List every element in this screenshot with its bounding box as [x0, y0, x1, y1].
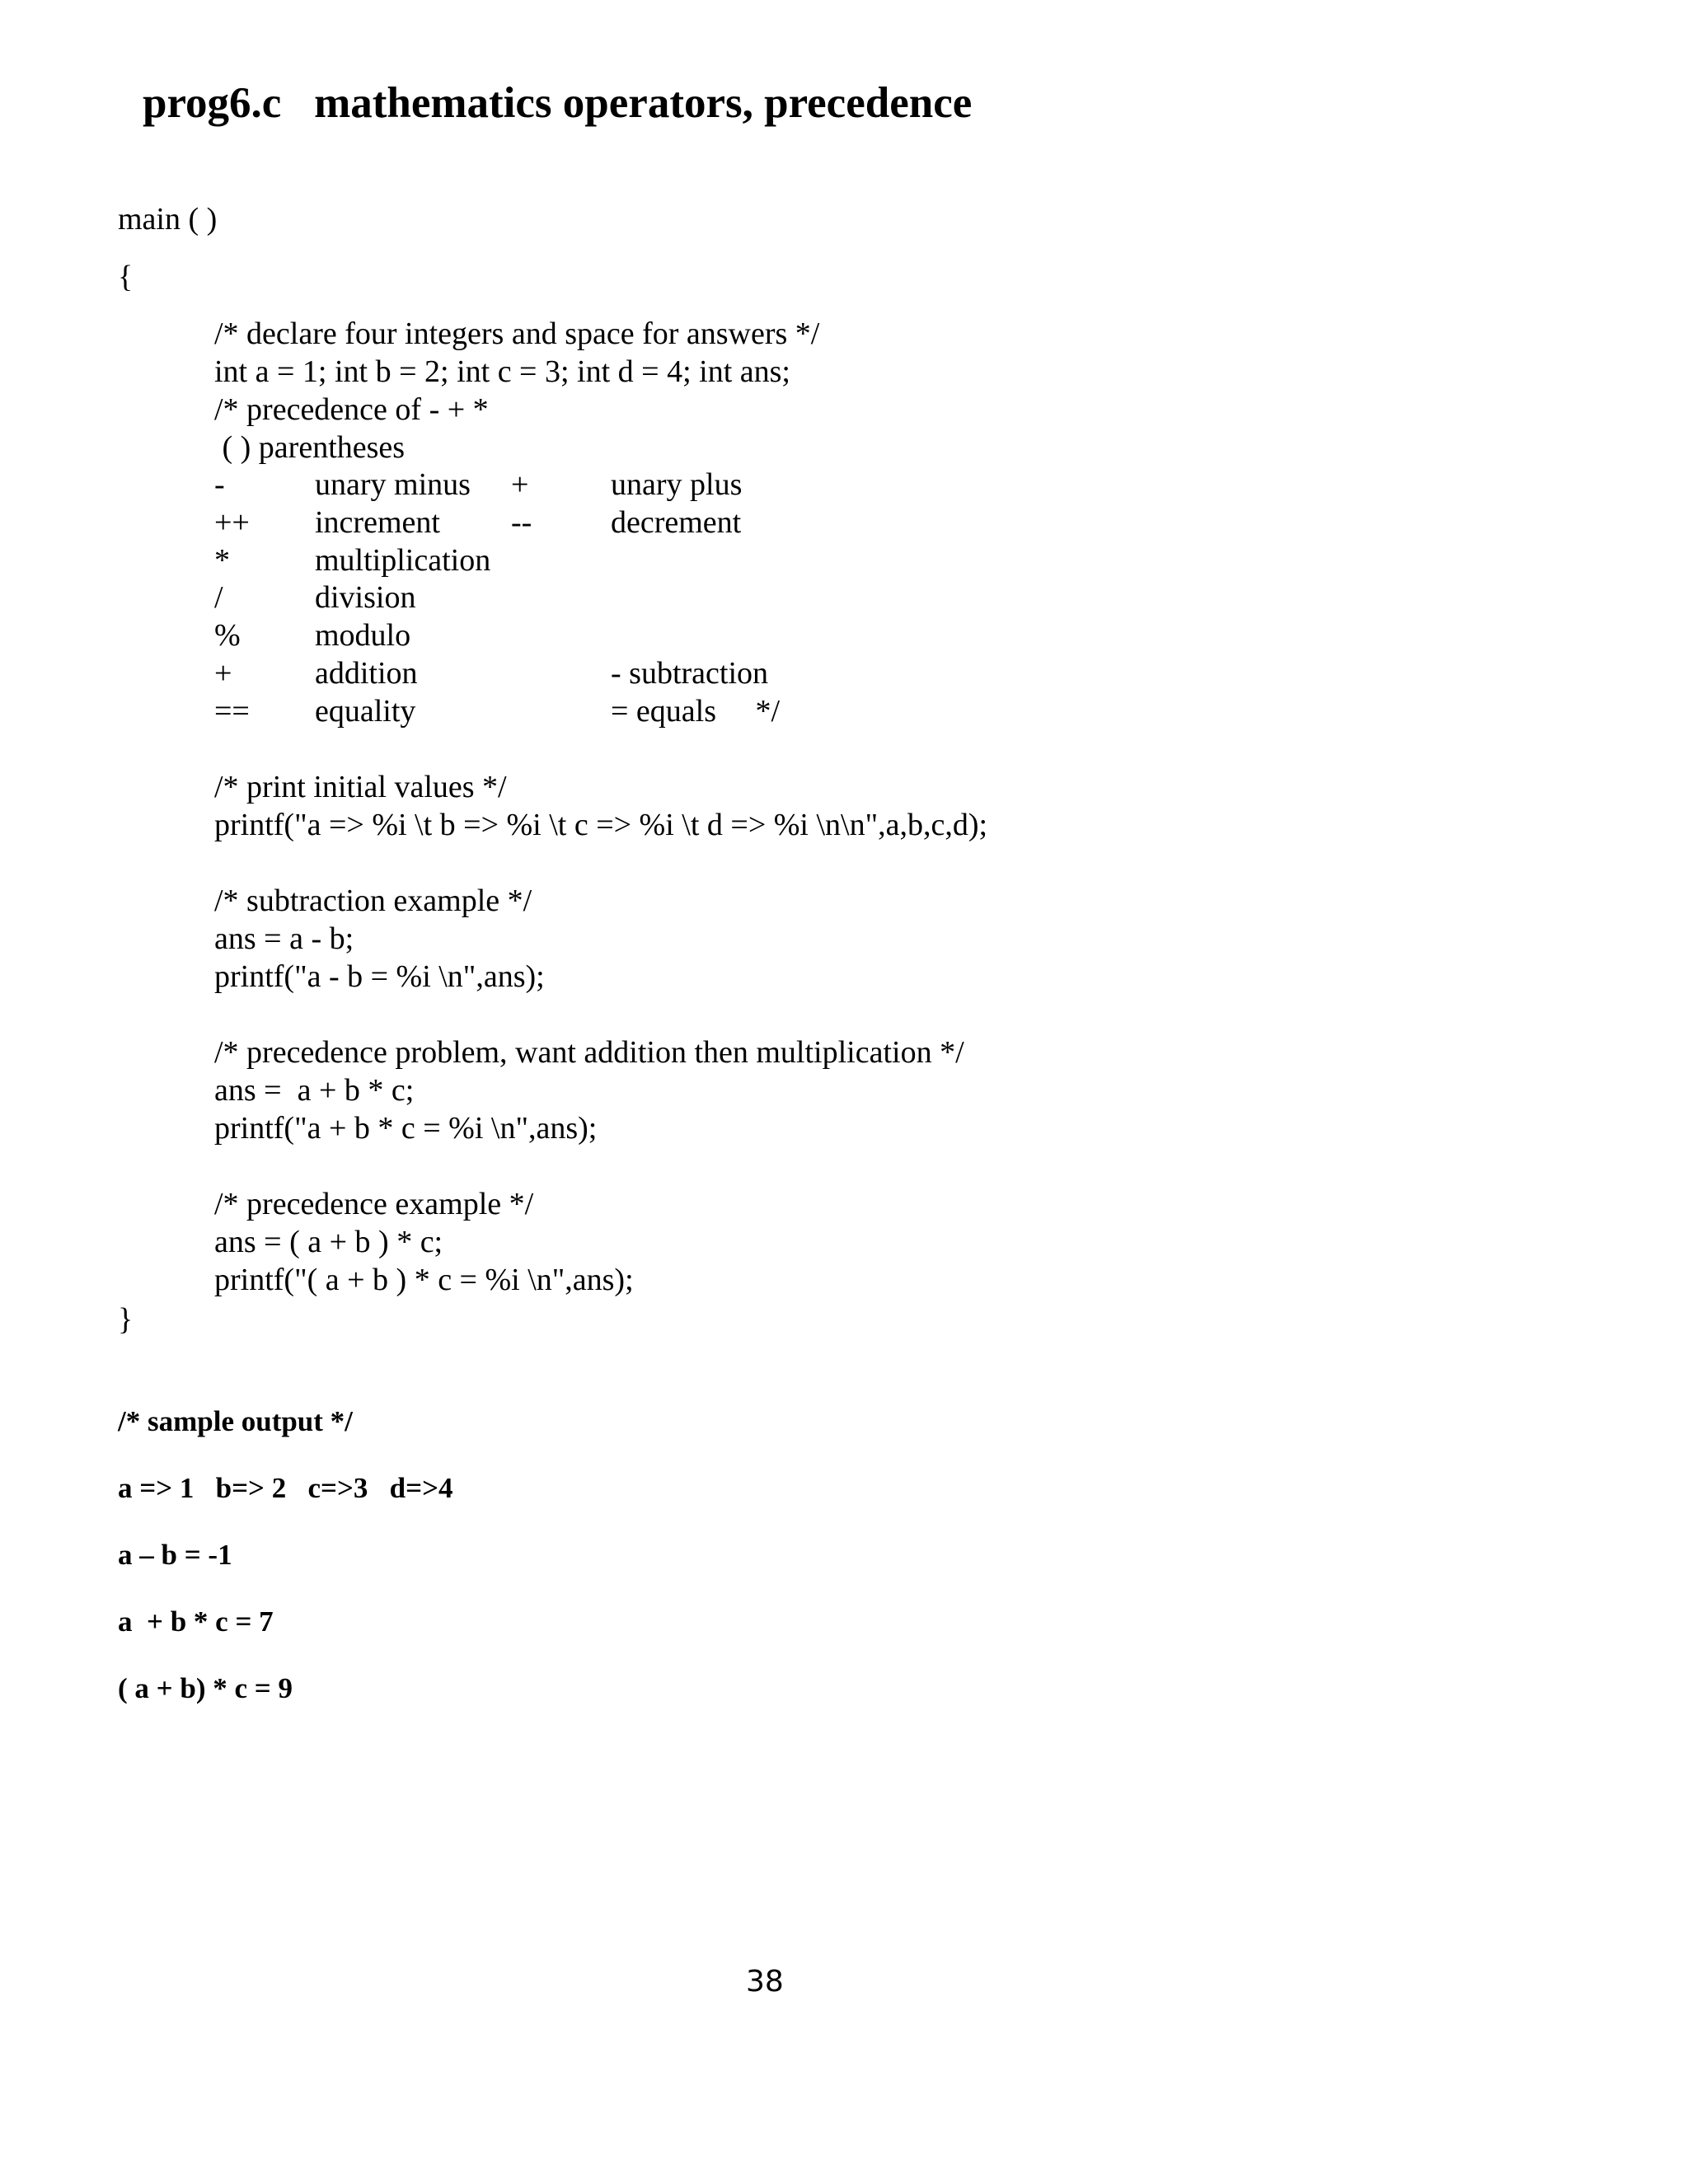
code-printf-precedence-example: printf("( a + b ) * c = %i \n",ans); [214, 1263, 634, 1297]
sample-output-line: ( a + b) * c = 9 [118, 1672, 293, 1704]
code-precedence-problem: ans = a + b * c; [214, 1073, 415, 1108]
sample-output-line: a => 1 b=> 2 c=>3 d=>4 [118, 1472, 453, 1504]
operator-name: division [315, 580, 416, 616]
code-comment-declare: /* declare four integers and space for answers */ [214, 316, 820, 351]
operator-symbol: % [214, 618, 241, 654]
operator-name-2: decrement [611, 504, 742, 540]
operator-symbol-2: -- [511, 504, 532, 540]
code-comment-parentheses: ( ) parentheses [214, 430, 406, 465]
code-comment-precedence-problem: /* precedence problem, want addition then multiplication */ [214, 1035, 964, 1070]
operator-name: modulo [315, 618, 411, 654]
sample-output-header: /* sample output */ [118, 1405, 353, 1437]
code-comment-print: /* print initial values */ [214, 770, 507, 804]
operator-name-2: = equals */ [611, 693, 781, 729]
operator-symbol: + [214, 655, 232, 691]
operator-name: equality [315, 693, 416, 729]
operator-name: addition [315, 655, 418, 691]
code-open-brace: { [118, 260, 134, 294]
code-subtraction: ans = a - b; [214, 921, 354, 956]
page-title: prog6.c mathematics operators, precedence [143, 79, 973, 127]
code-precedence-example: ans = ( a + b ) * c; [214, 1225, 443, 1259]
code-printf-precedence-problem: printf("a + b * c = %i \n",ans); [214, 1111, 598, 1146]
sample-output-line: a + b * c = 7 [118, 1605, 274, 1638]
page-number: 38 [746, 1965, 784, 1999]
operator-name: unary minus [315, 467, 471, 502]
code-comment-precedence-example: /* precedence example */ [214, 1187, 534, 1221]
code-printf-subtraction: printf("a - b = %i \n",ans); [214, 959, 545, 994]
operator-symbol: - [214, 467, 225, 502]
operator-name-2: - subtraction [611, 655, 769, 691]
code-declarations: int a = 1; int b = 2; int c = 3; int d = 4; int ans; [214, 354, 790, 389]
operator-name: increment [315, 504, 440, 540]
code-comment-subtraction: /* subtraction example */ [214, 883, 532, 918]
code-close-brace: } [118, 1302, 134, 1337]
operator-symbol-2: + [511, 467, 529, 502]
code-comment-precedence: /* precedence of - + * [214, 392, 489, 427]
operator-name: multiplication [315, 542, 491, 578]
operator-symbol: / [214, 580, 223, 616]
operator-symbol: == [214, 693, 250, 729]
sample-output-line: a – b = -1 [118, 1539, 232, 1571]
operator-name-2: unary plus [611, 467, 743, 502]
operator-symbol: * [214, 542, 230, 578]
code-printf-initial: printf("a => %i \t b => %i \t c => %i \t d => %i \n\n",a,b,c,d); [214, 808, 988, 842]
code-main-signature: main ( ) [118, 202, 218, 237]
operator-symbol: ++ [214, 504, 250, 540]
